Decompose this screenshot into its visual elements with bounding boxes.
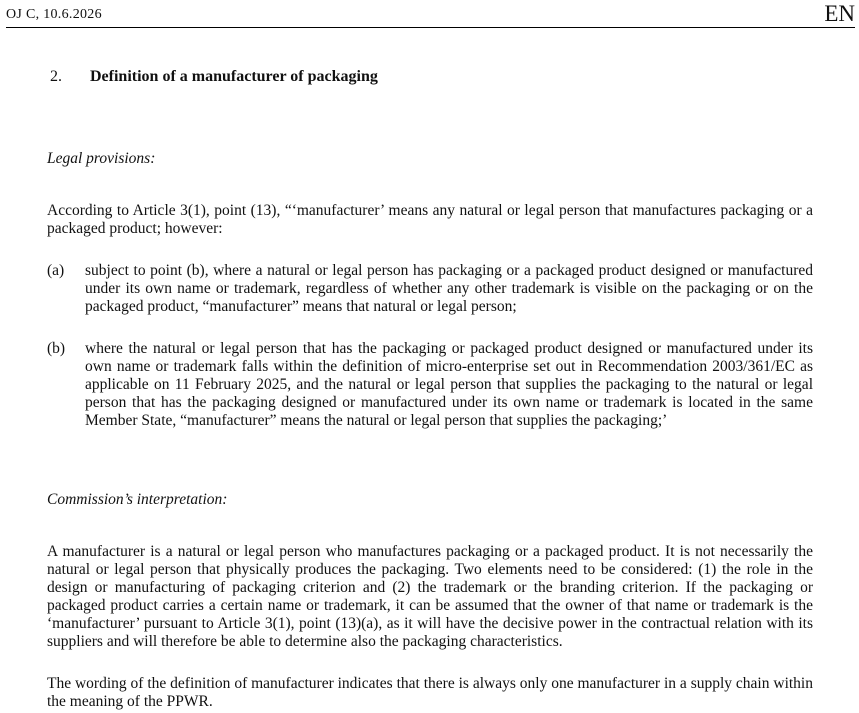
legal-provisions-intro: According to Article 3(1), point (13), “‘manufacturer’ means any natural or legal person that manufactures packaging or a packaged product; however: [47,202,813,237]
list-item-label: (b) [47,340,66,357]
list-item-text: subject to point (b), where a natural or legal person has packaging or a packaged product designed or manufactured under its own name or trademark, regardless of whether any other trademark is visible on the packaging or on the packaged product, “manufacturer” means that natural or legal person; [85,262,813,315]
language-code: EN [824,1,855,26]
page-header [6,0,855,28]
list-item-label: (a) [47,262,65,279]
section-heading [50,68,378,86]
legal-provisions-heading: Legal provisions: [47,150,156,167]
interpretation-heading: Commission’s interpretation: [47,491,228,508]
interpretation-paragraph-2: The wording of the definition of manufacturer indicates that there is always only one manufacturer in a supply chain within the meaning of the PPWR. [47,675,813,710]
journal-reference: OJ C, 10.6.2026 [6,7,102,22]
list-item-b [47,340,813,430]
section-title: Definition of a manufacturer of packaging [90,68,378,85]
list-item-a [47,262,813,316]
list-item-text: where the natural or legal person that has the packaging or packaged product designed or manufactured under its own name or trademark falls within the definition of micro-enterprise set out in Recommendation 2003/361/EC as applicable on 11 February 2025, and the natural or legal person that supplies the packaging to the natural or legal person that has the packaging designed or manufactured under its own name or trademark is located in the same Member State, “manufacturer” means the natural or legal person that supplies the packaging;’ [85,340,813,429]
section-number: 2. [50,68,62,85]
interpretation-paragraph-1: A manufacturer is a natural or legal person who manufactures packaging or a packaged product. It is not necessarily the natural or legal person that physically produces the packaging. Two elements need to be considered: (1) the role in the design or manufacturing of packaging criterion and (2) the trademark or the branding criterion. If the packaging or packaged product carries a certain name or trademark, it can be assumed that the owner of that name or trademark is the ‘manufacturer’ pursuant to Article 3(1), point (13)(a), as it will have the decisive power in the contractual relation with its suppliers and will therefore be able to determine also the packaging characteristics. [47,543,813,650]
